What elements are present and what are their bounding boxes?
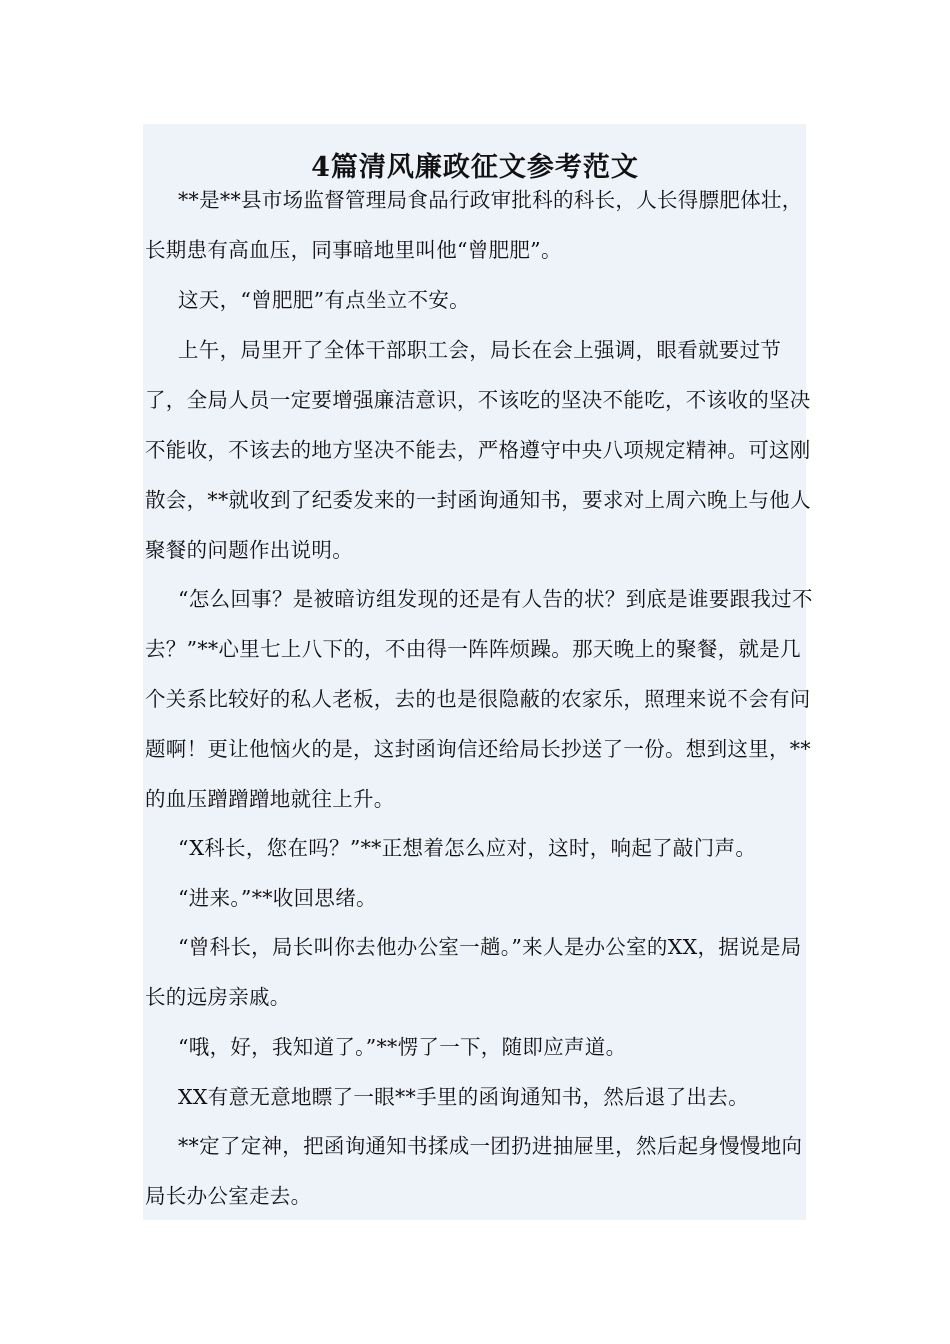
document-title: 4篇清风廉政征文参考范文: [311, 152, 639, 184]
paragraph-9: XX有意无意地瞟了一眼**手里的函询通知书，然后退了出去。: [178, 1085, 749, 1109]
paragraph-1: **是**县市场监督管理局食品行政审批科的科长，人长得膘肥体壮，长期患有高血压，同事暗地里叫他“曾肥肥”。: [145, 188, 803, 262]
paragraph-6: “进来。”**收回思绪。: [178, 886, 377, 910]
paragraph-2: 这天，“曾肥肥”有点坐立不安。: [178, 288, 470, 312]
paragraph-4: “怎么回事？是被暗访组发现的还是有人告的状？到底是谁要跟我过不去？”**心里七上八下的，不由得一阵阵烦躁。那天晚上的聚餐，就是几个关系比较好的私人老板，去的也是很隐蔽的农家乐，照理来说不会有问题啊！更让他恼火的是，这封函询信还给局长抄送了一份。想到这里，**的血压蹭蹭蹭地就往上升。: [145, 587, 813, 811]
paragraph-10: **定了定神，把函询通知书揉成一团扔进抽屉里，然后起身慢慢地向局长办公室走去。: [145, 1134, 803, 1208]
paragraph-5: “X科长，您在吗？”**正想着怎么应对，这时，响起了敲门声。: [178, 836, 757, 860]
paragraph-7: “曾科长，局长叫你去他办公室一趟。”来人是办公室的XX，据说是局长的远房亲戚。: [145, 935, 802, 1009]
paragraph-3: 上午，局里开了全体干部职工会，局长在会上强调，眼看就要过节了，全局人员一定要增强廉洁意识，不该吃的坚决不能吃，不该收的坚决不能收，不该去的地方坚决不能去，严格遵守中央八项规定精神。可这刚散会，**就收到了纪委发来的一封函询通知书，要求对上周六晚上与他人聚餐的问题作出说明。: [145, 338, 811, 562]
paragraph-8: “哦，好，我知道了。”**愣了一下，随即应声道。: [178, 1035, 627, 1059]
